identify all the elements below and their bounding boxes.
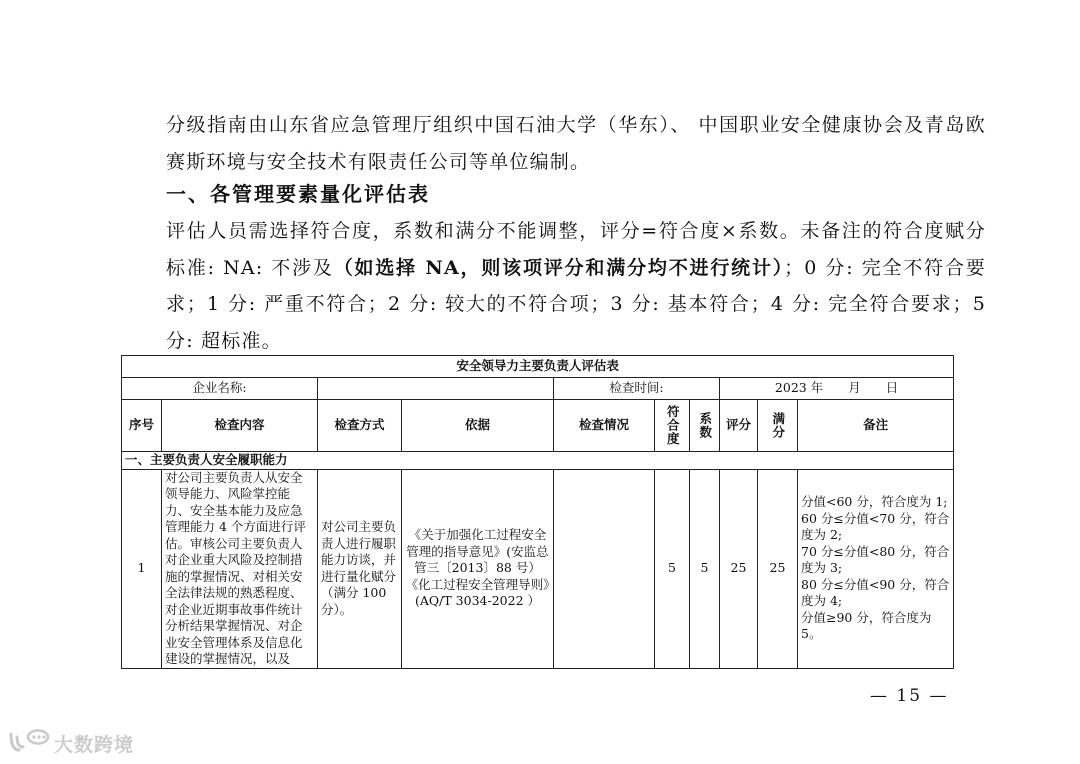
row-method: 对公司主要负责人进行履职能力访谈，并进行量化赋分（满分 100 分）。 [318, 469, 402, 668]
row-conformity[interactable]: 5 [655, 469, 690, 668]
table-row [122, 469, 954, 668]
table-title: 安全领导力主要负责人评估表 [122, 356, 954, 378]
page-number: — 15 — [870, 686, 949, 706]
header-situation: 检查情况 [554, 400, 655, 452]
instructions-part1: 评估人员需选择符合度，系数和满分不能调整，评分=符合度×系数。未备注的符合度赋分标准: NA: 不涉及 [166, 220, 986, 279]
row-coefficient: 5 [690, 469, 720, 668]
remark-line: 60 分≤分值<70 分，符合度为 2; [801, 510, 950, 543]
header-content: 检查内容 [162, 400, 318, 452]
check-time-value[interactable]: 2023 年 月 日 [720, 378, 954, 400]
instructions-part2: ；0 分: 完全不符合要求；1 分: 严重不符合；2 分: 较大的不符合项；3 分: 基本符合；4 分: 完全符合要求；5 分: 超标准。 [166, 256, 986, 352]
watermark-logo-icon [8, 728, 50, 759]
company-name-label: 企业名称: [122, 378, 318, 400]
remark-line: 70 分≤分值<80 分，符合度为 3; [801, 543, 950, 576]
remark-line: 80 分≤分值<90 分，符合度为 4; [801, 576, 950, 609]
check-time-label: 检查时间: [554, 378, 720, 400]
section-heading: 一、各管理要素量化评估表 [166, 182, 430, 206]
evaluation-table [121, 355, 954, 669]
header-full-score: 满分 [758, 400, 798, 452]
company-name-value[interactable] [318, 378, 554, 400]
row-remarks [798, 469, 954, 668]
section-row: 一、主要负责人安全履职能力 [122, 452, 954, 470]
header-conformity: 符合度 [655, 400, 690, 452]
watermark-text: 大数跨境 [54, 733, 135, 756]
row-basis: 《关于加强化工过程安全管理的指导意见》(安监总管三〔2013〕88 号）《化工过程安全管理导则》(AQ/T 3034-2022 ） [402, 469, 554, 668]
row-score: 25 [720, 469, 758, 668]
instructions-bold-note: （如选择 NA，则该项评分和满分均不进行统计） [333, 256, 785, 279]
header-seq: 序号 [122, 400, 162, 452]
header-basis: 依据 [402, 400, 554, 452]
header-remarks: 备注 [798, 400, 954, 452]
row-full-score: 25 [758, 469, 798, 668]
row-seq: 1 [122, 469, 162, 668]
header-coefficient: 系数 [690, 400, 720, 452]
watermark [8, 728, 134, 758]
remark-line: 分值<60 分，符合度为 1; [801, 494, 948, 510]
remark-line: 分值≥90 分，符合度为 5。 [801, 609, 932, 642]
row-content: 对公司主要负责人从安全领导能力、风险掌控能力、安全基本能力及应急管理能力 4 个方面进行评估。审核公司主要负责人对企业重大风险及控制措施的掌握情况、对相关安全法律法规的熟悉程度、对企业近期事故事件统计分析结果掌握情况、对企业安全管理体系及信息化建设的掌握情况，以及 [162, 469, 318, 668]
header-method: 检查方式 [318, 400, 402, 452]
intro-paragraph: 分级指南由山东省应急管理厅组织中国石油大学（华东）、 中国职业安全健康协会及青岛欧赛斯环境与安全技术有限责任公司等单位编制。 [166, 114, 986, 173]
instructions-paragraph [128, 213, 986, 359]
header-score: 评分 [720, 400, 758, 452]
row-situation[interactable] [554, 469, 655, 668]
